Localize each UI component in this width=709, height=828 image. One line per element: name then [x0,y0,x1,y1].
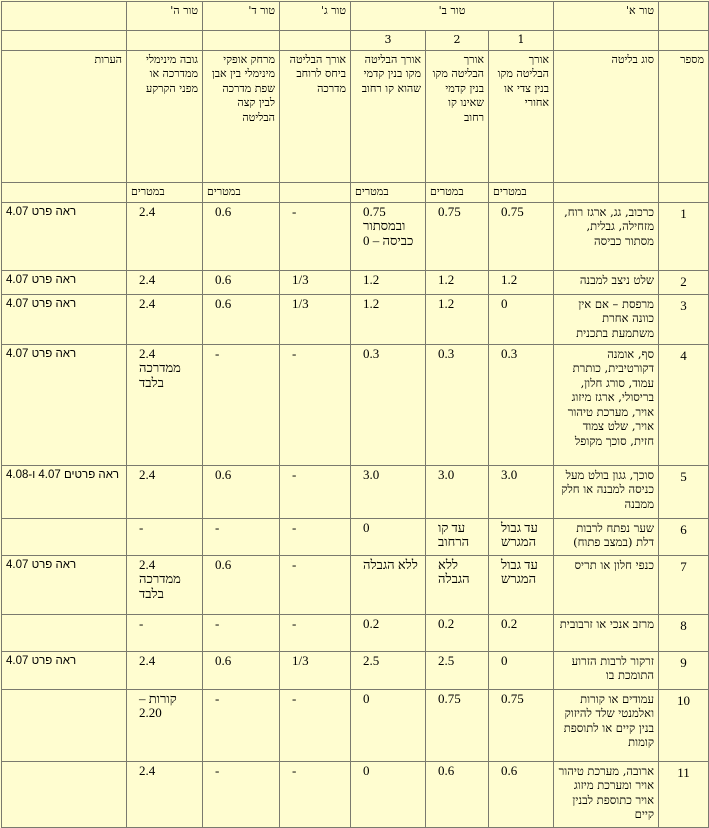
row-type: שלט ניצב למבנה [554,270,659,294]
row-b1: 3.0 [489,465,554,518]
row-number: 1 [659,202,709,270]
header-col-b: טור ב' [351,2,554,31]
header-b1-desc: אורך הבליטה מקו בנין צדי או אחורי [489,50,554,182]
table-row [2,689,709,761]
row-type: כנפי חלון או תריס [554,555,659,614]
row-note: ראה פרט 4.07 [2,270,127,294]
row-type: סוכך, גגון בולט מעל כניסה למבנה או חלק ממבנה [554,465,659,518]
row-b2: עד קו הרחוב [426,518,489,555]
table-row [2,761,709,827]
header-d-desc: מרחק אופקי מינימלי בין אבן שפת מדרכה לבין קצה הבליטה [203,50,280,182]
row-c: - [280,518,351,555]
row-c: - [280,202,351,270]
row-d: - [203,518,280,555]
row-number: 5 [659,465,709,518]
header-number: מספר [659,50,709,182]
header-row-columns [2,2,709,31]
row-note: ראה פרט 4.07 [2,555,127,614]
row-number: 11 [659,761,709,827]
row-e: 2.4 [127,761,203,827]
row-e: 2.4 [127,202,203,270]
row-number: 10 [659,689,709,761]
row-type: כרכוב, גג, ארגז רוח, מזחילה, גבלית, מסתור כביסה [554,202,659,270]
row-note: ראה פרט 4.07 [2,651,127,689]
row-b1: 0 [489,651,554,689]
header-row-descriptions [2,50,709,182]
row-number: 4 [659,344,709,465]
row-e: 2.4 ממדרכה בלבד [127,344,203,465]
row-b1: 0.3 [489,344,554,465]
row-note [2,689,127,761]
header-row-sub [2,31,709,51]
table-row [2,555,709,614]
row-b1: 0 [489,294,554,344]
row-type: מרזב אנכי או זרבובית [554,614,659,651]
row-c: 1/3 [280,294,351,344]
row-e: 2.4 [127,651,203,689]
row-type: ארובה, מערכת טיהור אויר ומערכת מיזוג אויר כתוספת לבנין קיים [554,761,659,827]
row-note [2,518,127,555]
table-row [2,294,709,344]
row-d: - [203,761,280,827]
units-b2: במטרים [426,182,489,202]
row-e: - [127,518,203,555]
sub-blank-4 [203,31,280,51]
row-type: שער נפתח לרבות דלת (במצב פתוח) [554,518,659,555]
row-d: 0.6 [203,651,280,689]
row-number: 6 [659,518,709,555]
row-b2: 1.2 [426,294,489,344]
row-d: 0.6 [203,555,280,614]
row-note [2,761,127,827]
row-type: סף, אומנה דקורטיבית, כותרת עמוד, סורג חלון, בריסולי, ארגז מיזוג אויר, מערכת טיהור אויר, שלט צמוד חזית, סוכך מקופל [554,344,659,465]
row-note: ראה פרטים 4.07 ו-4.08 [2,465,127,518]
row-b3: 0.2 [351,614,426,651]
units-b1: במטרים [489,182,554,202]
row-c: - [280,761,351,827]
row-number: 7 [659,555,709,614]
header-notes: הערות [2,50,127,182]
units-row [2,182,709,202]
table-row [2,344,709,465]
header-col-a: טור א' [554,2,659,31]
row-d: - [203,689,280,761]
row-b2: ללא הגבלה [426,555,489,614]
row-b3: 1.2 [351,294,426,344]
row-d: 0.6 [203,270,280,294]
row-d: - [203,614,280,651]
row-b2: 2.5 [426,651,489,689]
row-b2: 0.2 [426,614,489,651]
table-row [2,518,709,555]
row-b3: 0 [351,689,426,761]
row-b2: 0.75 [426,202,489,270]
sub-blank-3 [280,31,351,51]
row-b3: 0.75 ובמסתור כביסה – 0 [351,202,426,270]
row-d: 0.6 [203,294,280,344]
row-b3: 1.2 [351,270,426,294]
row-e: 2.4 [127,465,203,518]
table-row [2,202,709,270]
row-b3: 2.5 [351,651,426,689]
row-b3: ללא הגבלה [351,555,426,614]
units-b3: במטרים [351,182,426,202]
row-number: 3 [659,294,709,344]
row-b3: 0 [351,761,426,827]
header-b2-desc: אורך הבליטה מקו בנין קדמי שאינו קו רחוב [426,50,489,182]
header-blank-notes [2,2,127,31]
header-sub-2: 2 [426,31,489,51]
table-row [2,651,709,689]
row-c: - [280,614,351,651]
row-number: 2 [659,270,709,294]
row-e: - [127,614,203,651]
row-b2: 0.75 [426,689,489,761]
header-col-c: טור ג' [280,2,351,31]
row-c: - [280,344,351,465]
units-e: במטרים [127,182,203,202]
projections-table [1,1,709,828]
row-note: ראה פרט 4.07 [2,202,127,270]
table-row [2,465,709,518]
header-col-d: טור ד' [203,2,280,31]
sub-blank-2 [554,31,659,51]
row-b3: 3.0 [351,465,426,518]
row-b1: 0.2 [489,614,554,651]
row-type: מרפסת – אם אין כוונה אחרת משתמעת בתכנית [554,294,659,344]
row-b1: 0.6 [489,761,554,827]
row-e: קורות – 2.20 [127,689,203,761]
header-sub-3: 3 [351,31,426,51]
row-c: 1/3 [280,651,351,689]
row-number: 9 [659,651,709,689]
units-blank-1 [659,182,709,202]
row-type: עמודים או קורות ואלמנטי שלד להיזוק בנין קיים או לתוספת קומות [554,689,659,761]
row-b1: עד גבול המגרש [489,555,554,614]
row-note [2,614,127,651]
row-b1: 1.2 [489,270,554,294]
row-b1: 0.75 [489,689,554,761]
row-e: 2.4 ממדרכה בלבד [127,555,203,614]
row-d: 0.6 [203,465,280,518]
table-row [2,614,709,651]
row-b1: עד גבול המגרש [489,518,554,555]
header-e-desc: גובה מינימלי ממדרכה או מפני הקרקע [127,50,203,182]
row-b2: 0.3 [426,344,489,465]
row-number: 8 [659,614,709,651]
table-row [2,270,709,294]
row-c: - [280,555,351,614]
units-blank-3 [280,182,351,202]
header-type: סוג בליטה [554,50,659,182]
row-d: 0.6 [203,202,280,270]
row-b1: 0.75 [489,202,554,270]
row-c: 1/3 [280,270,351,294]
units-blank-4 [2,182,127,202]
row-note: ראה פרט 4.07 [2,294,127,344]
header-c-desc: אורך הבליטה ביחס לרוחב מדרכה [280,50,351,182]
sub-blank-1 [659,31,709,51]
row-b2: 0.6 [426,761,489,827]
header-sub-1: 1 [489,31,554,51]
header-b3-desc: אורך הבליטה מקו בנין קדמי שהוא קו רחוב [351,50,426,182]
sub-blank-6 [2,31,127,51]
row-note: ראה פרט 4.07 [2,344,127,465]
header-col-e: טור ה' [127,2,203,31]
header-blank-num [659,2,709,31]
row-b3: 0 [351,518,426,555]
row-b2: 1.2 [426,270,489,294]
row-c: - [280,689,351,761]
row-e: 2.4 [127,294,203,344]
row-d: - [203,344,280,465]
row-e: 2.4 [127,270,203,294]
row-b2: 3.0 [426,465,489,518]
row-type: זרקור לרבות הזרוע התומכת בו [554,651,659,689]
units-blank-2 [554,182,659,202]
units-d: במטרים [203,182,280,202]
row-c: - [280,465,351,518]
row-b3: 0.3 [351,344,426,465]
sub-blank-5 [127,31,203,51]
